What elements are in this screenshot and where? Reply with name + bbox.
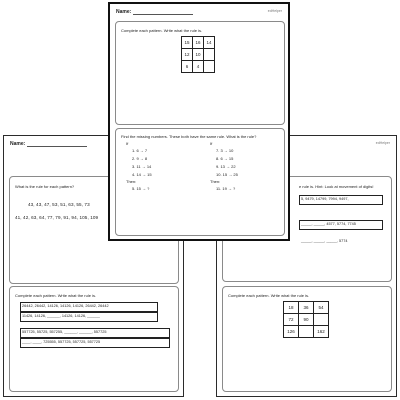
pattern-row: 11426, 14126, ______, 14126, 14126, ______	[22, 314, 100, 318]
grid-cell: 14	[204, 37, 215, 49]
worksheet-center[interactable]	[108, 2, 290, 241]
missing-numbers-panel	[115, 128, 285, 236]
complete-pattern-panel	[222, 286, 392, 392]
number-grid	[283, 301, 329, 338]
rule-item: 4. 14 → 15	[132, 172, 152, 177]
grid-cell: 15	[182, 37, 193, 49]
rule-item: 3. 11 → 14	[132, 164, 152, 169]
complete-pattern-panel	[9, 286, 179, 392]
rule-item: 9. 13 → 22	[216, 164, 236, 169]
column-head: If	[210, 141, 213, 146]
grid-cell: 36	[299, 302, 314, 314]
grid-cell: 4	[193, 61, 204, 73]
pattern-row: _____, _____, 4577, 5774, 7745	[301, 222, 356, 226]
number-sequence: 41, 42, 63, 64, 77, 79, 91, 94, 105, 109	[15, 215, 99, 220]
grid-cell	[204, 61, 215, 73]
name-label: Name:	[10, 141, 26, 147]
grid-cell: 54	[314, 302, 329, 314]
grid-cell	[204, 49, 215, 61]
worksheet-header	[116, 9, 282, 17]
grid-cell: 6	[182, 61, 193, 73]
rule-item: 1. 6 → 7	[132, 148, 148, 153]
grid-cell: 72	[284, 314, 299, 326]
panel-instruction: What is the rule for each pattern?	[15, 184, 75, 189]
column-head: If	[126, 141, 129, 146]
panel-instruction: Complete each pattern. Write what the rule is.	[228, 293, 310, 298]
name-label: Name:	[116, 9, 132, 15]
rule-item: 7. 3 → 10	[216, 148, 234, 153]
pattern-row: 5, 9479, 14799, 7994, 9497,	[301, 197, 349, 201]
grid-cell: 18	[284, 302, 299, 314]
rule-item: 5. 15 → ?	[132, 186, 150, 191]
name-line	[133, 14, 193, 15]
pattern-row: 557725, 55725, 557255, ______, ______, 557725	[22, 330, 107, 334]
rule-item: 10. 15 → 25	[216, 172, 238, 177]
pattern-row: ____, ____, 725555, 557725, 557725, 557725	[22, 340, 101, 344]
grid-cell: 162	[314, 326, 329, 338]
rule-item: 2. 9 → 8	[132, 156, 148, 161]
grid-cell: 12	[182, 49, 193, 61]
complete-pattern-panel	[115, 21, 285, 125]
grid-cell	[314, 314, 329, 326]
grid-cell	[299, 326, 314, 338]
then-label: Then:	[126, 179, 137, 184]
number-sequence: 43, 43, 47, 53, 51, 63, 55, 73	[28, 202, 90, 207]
name-line	[27, 146, 87, 147]
grid-cell: 10	[193, 49, 204, 61]
panel-instruction: Complete each pattern. Write what the rule is.	[15, 293, 97, 298]
grid-cell: 16	[193, 37, 204, 49]
panel-instruction: Find the missing numbers. These both have the same rule. What is the rule?	[121, 134, 257, 139]
brand-logo: edHelper	[375, 141, 390, 145]
panel-instruction: e rule is. Hint: Look at movement of digits!	[299, 184, 374, 189]
rule-item: 11. 19 → ?	[216, 186, 236, 191]
rule-item: 8. 6 → 15	[216, 156, 234, 161]
grid-cell: 126	[284, 326, 299, 338]
number-grid	[181, 36, 215, 73]
panel-instruction: Complete each pattern. Write what the rule is.	[121, 28, 203, 33]
brand-logo: edHelper	[267, 9, 282, 13]
grid-cell: 90	[299, 314, 314, 326]
then-label: Then:	[210, 179, 221, 184]
pattern-row: _____, _____, _____, 5774	[301, 239, 348, 243]
pattern-row: 26442, 26442, 14126, 14126, 14126, 26442, 26442	[22, 304, 109, 308]
